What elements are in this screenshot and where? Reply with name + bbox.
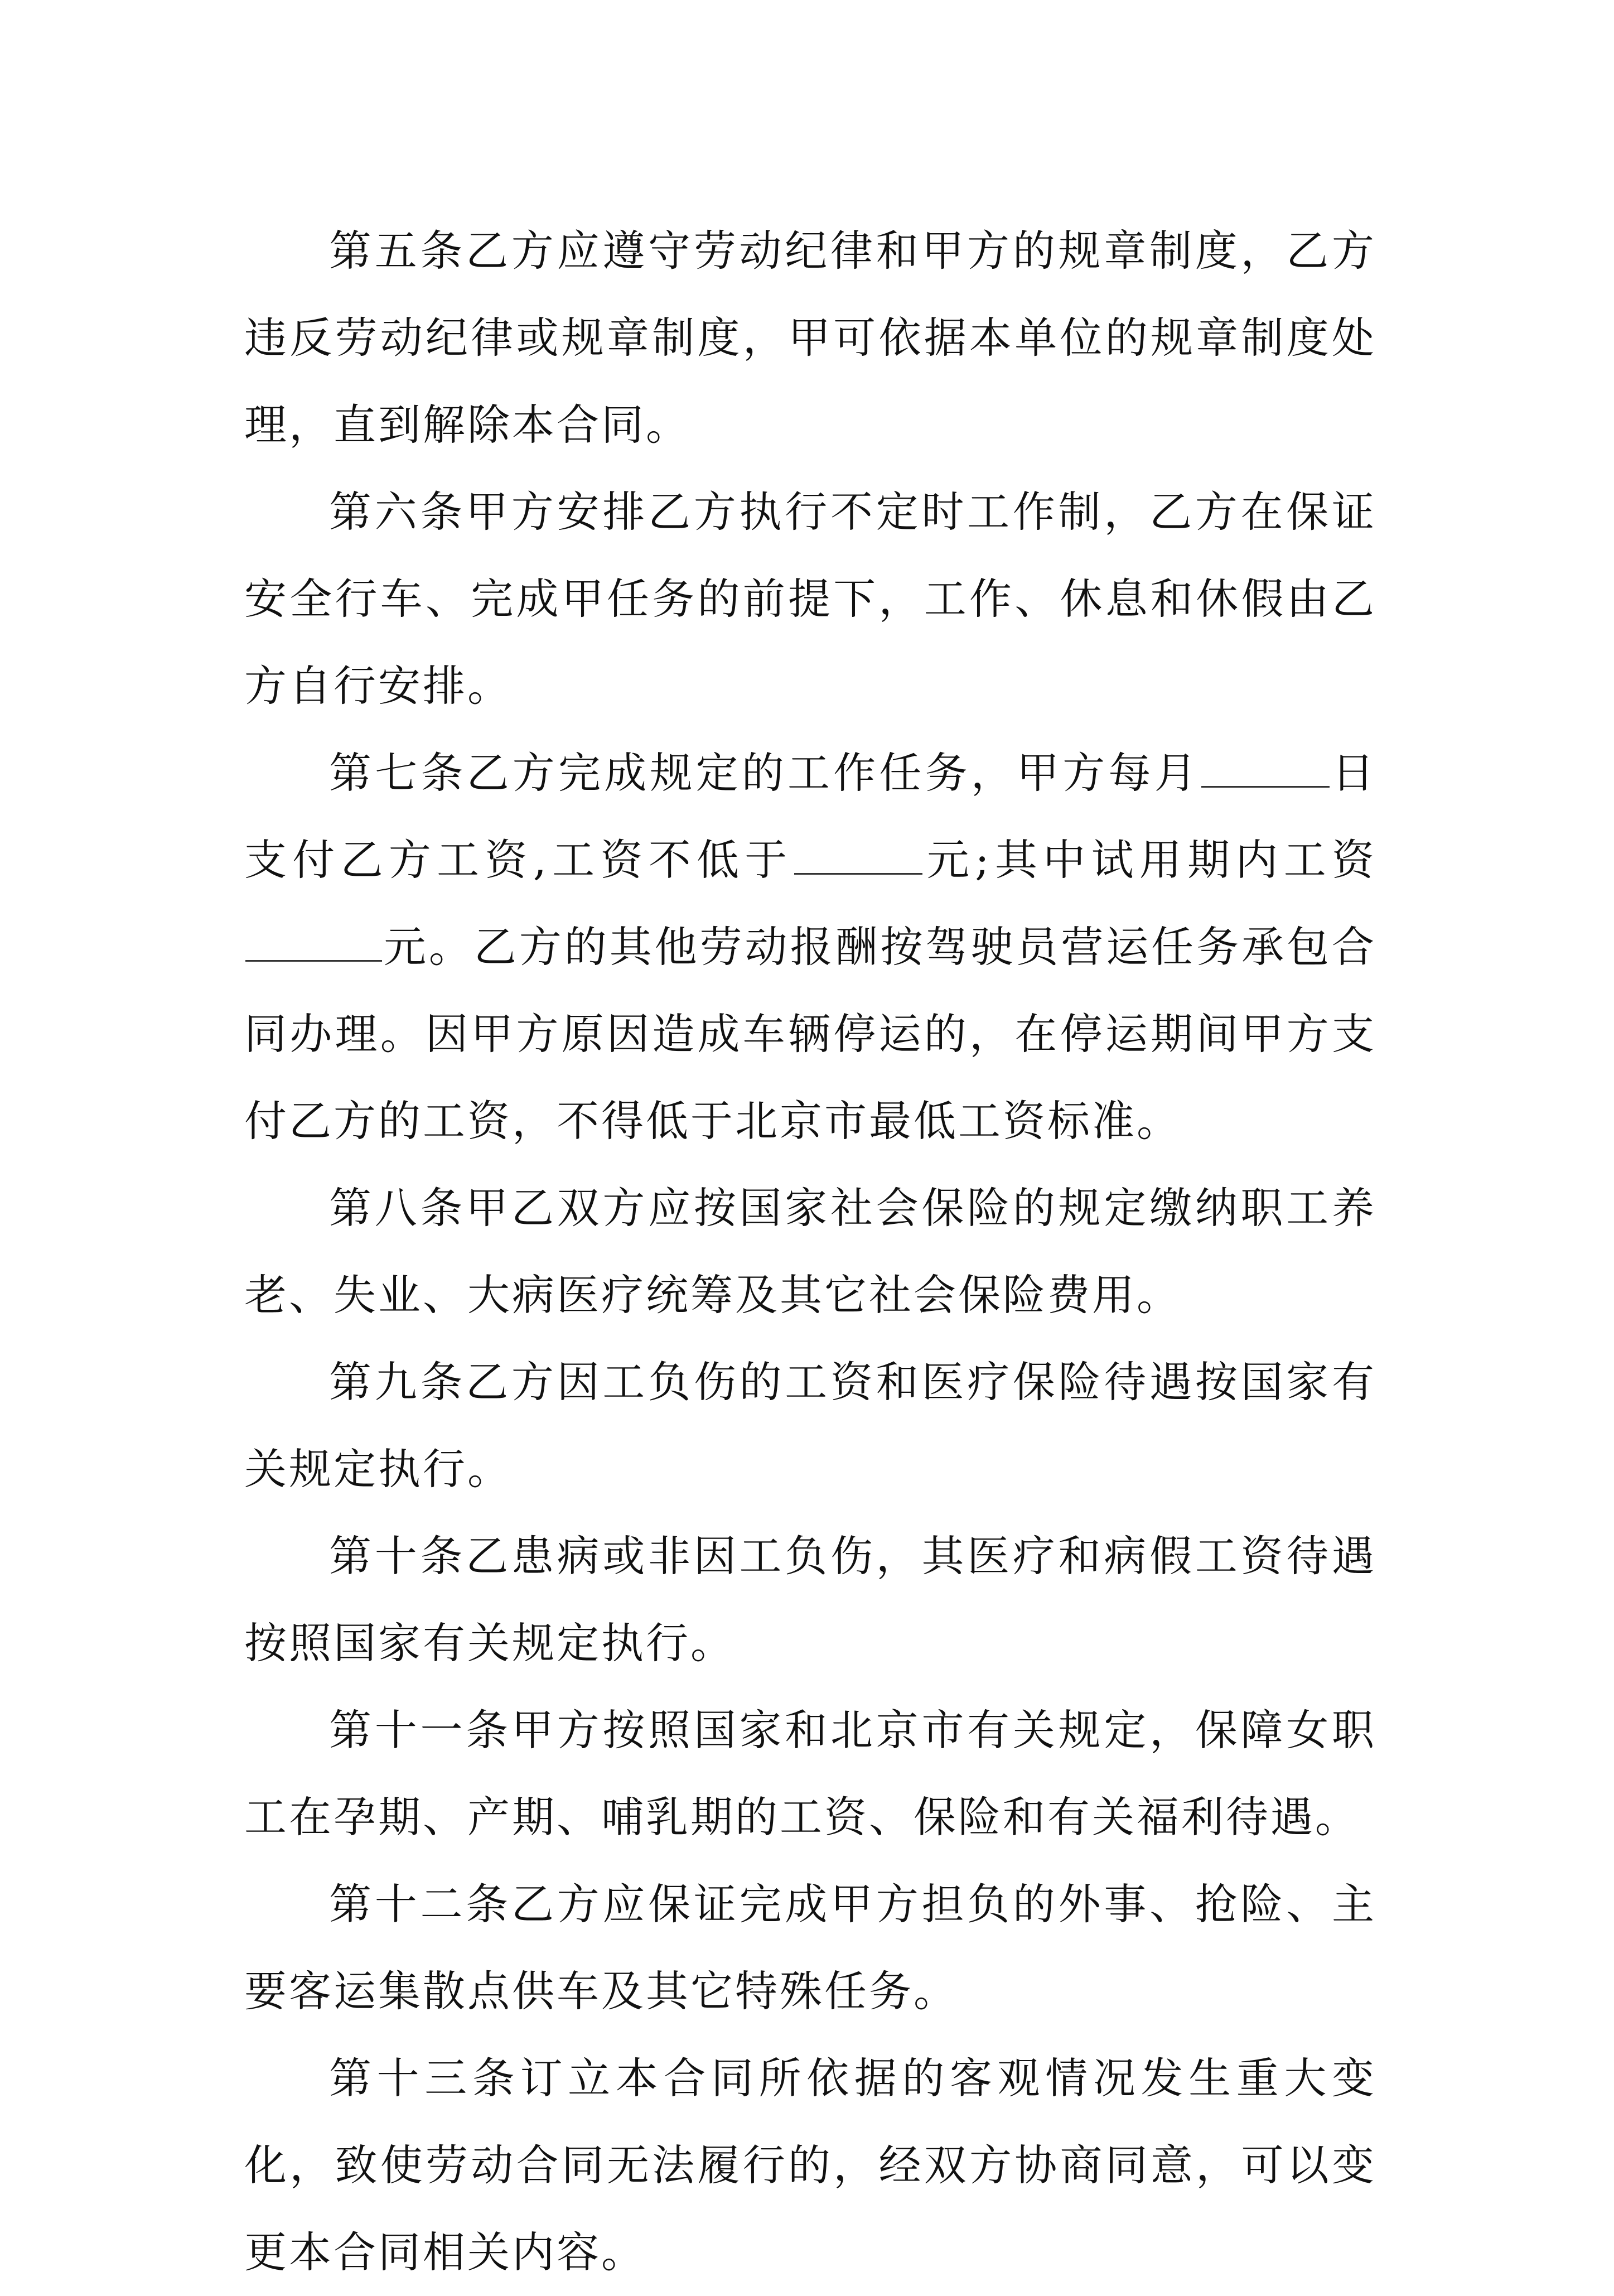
article-7-text-1: 第七条乙方完成规定的工作任务，甲方每月 — [329, 748, 1200, 798]
article-9: 第九条乙方因工负伤的工资和医疗保险待遇按国家有关规定执行。 — [244, 1357, 1376, 1494]
article-12: 第十二条乙方应保证完成甲方担负的外事、抢险、主要客运集散点供车及其它特殊任务。 — [244, 1879, 1376, 2016]
article-7-text-4: 元。乙方的其他劳动报酬按驾驶员营运任务承包合同办理。因甲方原因造成车辆停运的，在停运期间甲方支付乙方的工资，不得低于北京市最低工资标准。 — [244, 922, 1376, 1146]
article-5: 第五条乙方应遵守劳动纪律和甲方的规章制度，乙方违反劳动纪律或规章制度，甲可依据本单位的规章制度处理，直到解除本合同。 — [244, 226, 1376, 450]
article-6: 第六条甲方安排乙方执行不定时工作制，乙方在保证安全行车、完成甲任务的前提下，工作、休息和休假由乙方自行安排。 — [244, 487, 1376, 711]
minimum-wage-blank — [794, 840, 922, 875]
contract-body — [244, 208, 1376, 2296]
article-11: 第十一条甲方按照国家和北京市有关规定，保障女职工在孕期、产期、哺乳期的工资、保险和有关福利待遇。 — [244, 1705, 1376, 1842]
article-8: 第八条甲乙双方应按国家社会保险的规定缴纳职工养老、失业、大病医疗统筹及其它社会保险费用。 — [244, 1183, 1376, 1320]
article-10: 第十条乙患病或非因工负伤，其医疗和病假工资待遇按照国家有关规定执行。 — [244, 1531, 1376, 1668]
pay-day-blank — [1201, 753, 1330, 788]
article-7 — [244, 730, 1376, 1165]
article-7-text-2: 日支付乙方工资,工资不低于 — [244, 748, 1377, 885]
article-13: 第十三条订立本合同所依据的客观情况发生重大变化，致使劳动合同无法履行的，经双方协商同意，可以变更本合同相关内容。 — [244, 2053, 1376, 2277]
article-7-text-3: 元;其中试用期内工资 — [923, 835, 1376, 885]
probation-wage-blank — [245, 927, 382, 962]
